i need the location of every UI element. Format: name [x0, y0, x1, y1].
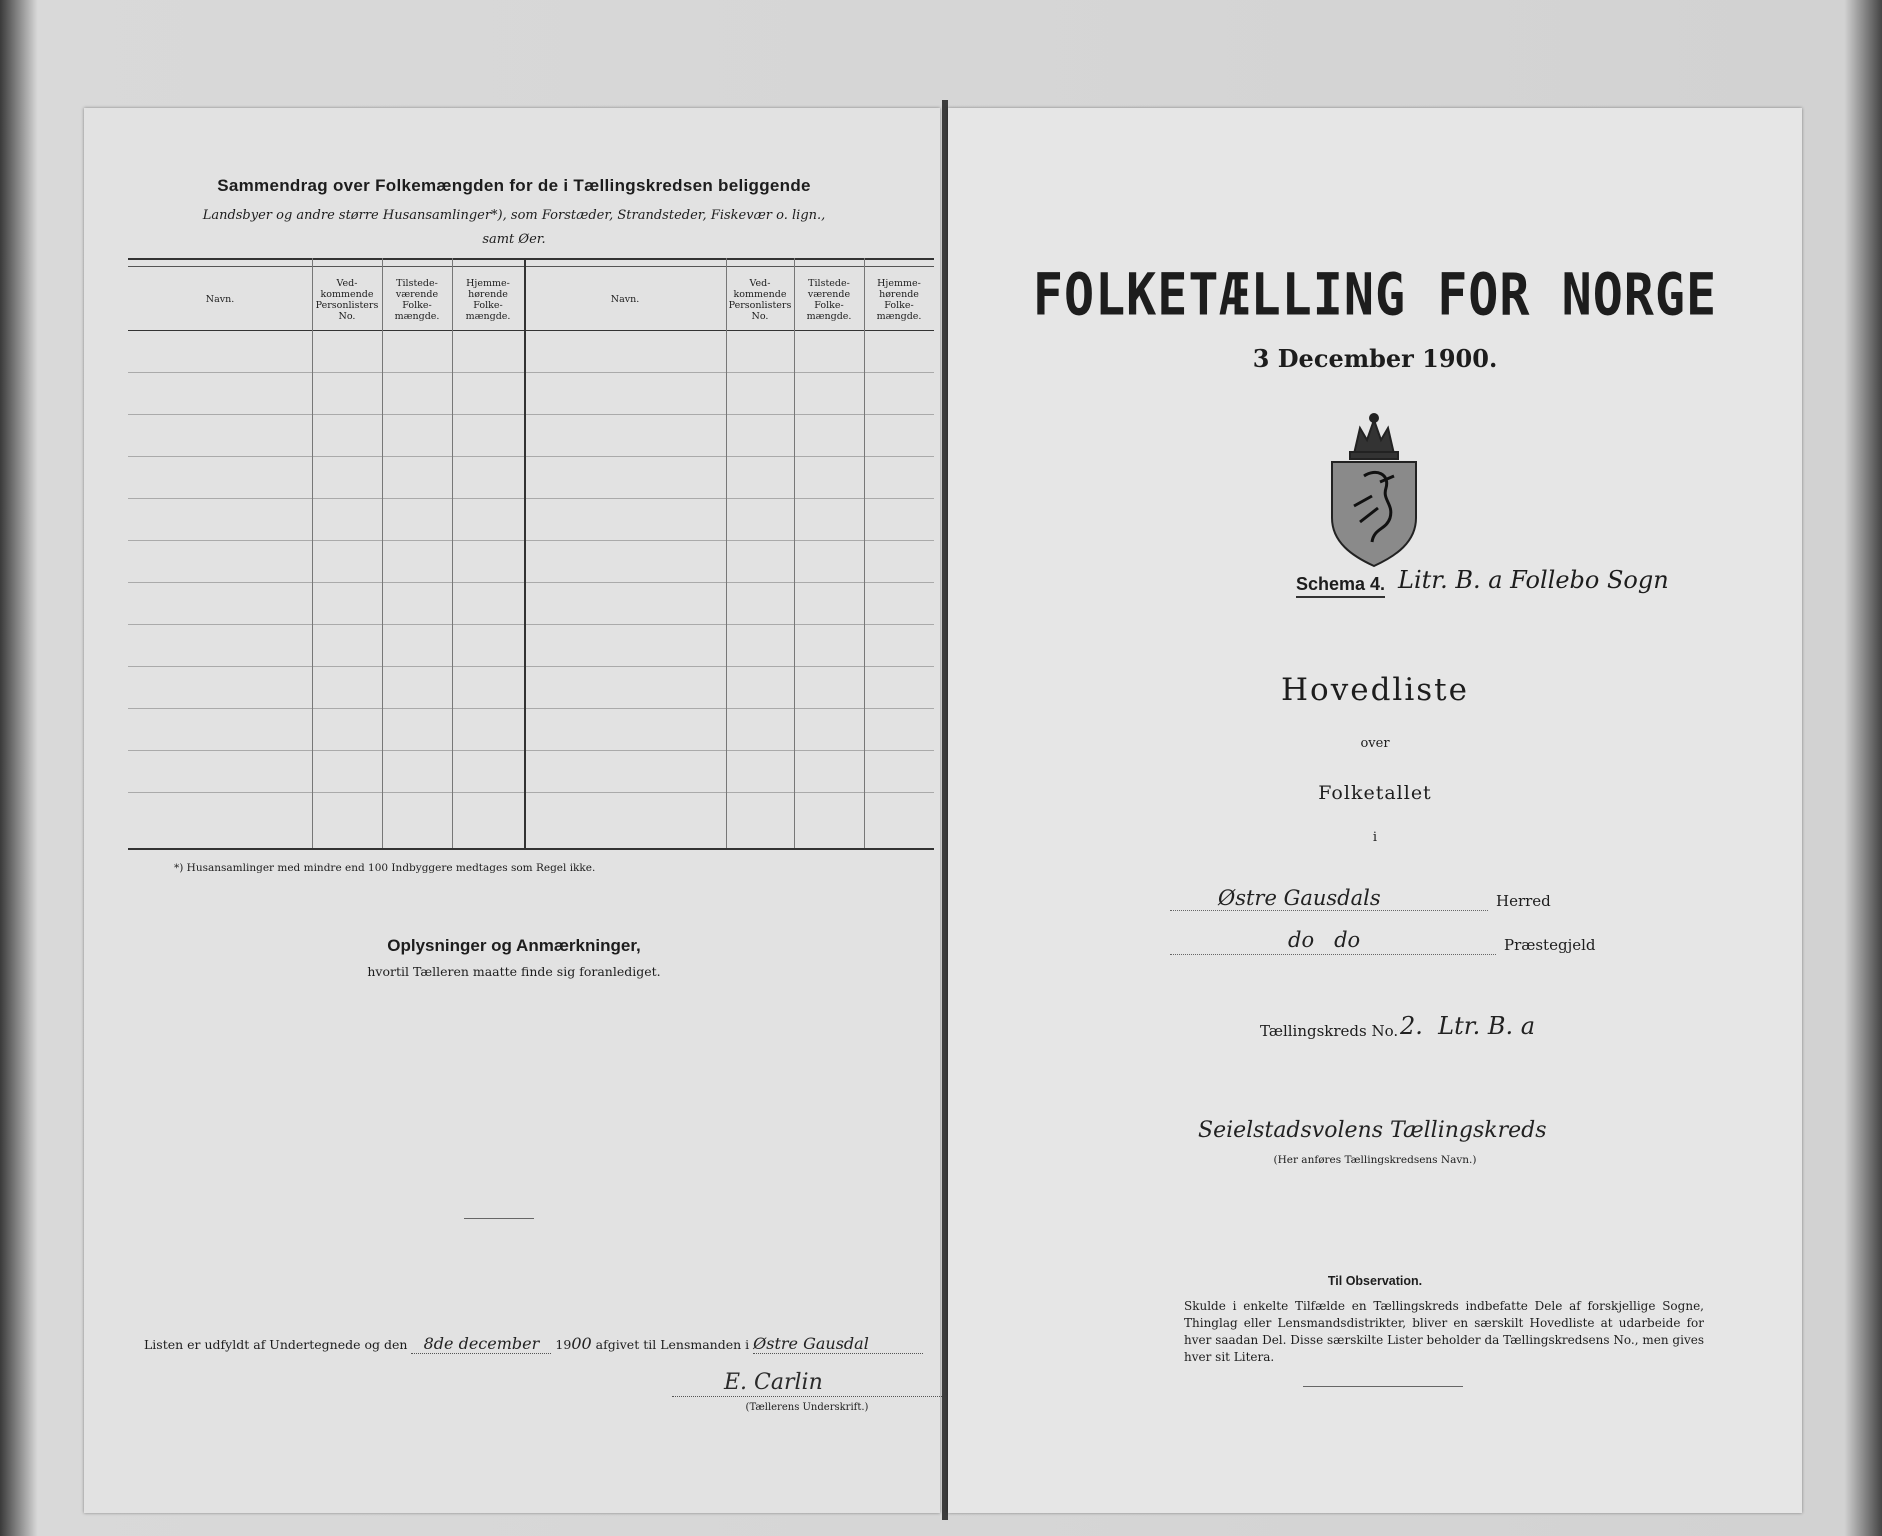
census-date: 3 December 1900. — [1252, 344, 1498, 373]
tk-name-caption: (Her anføres Tællingskredsens Navn.) — [1273, 1154, 1477, 1166]
observation-text: Skulde i enkelte Tilfælde en Tællingskreds indbefatte Dele af forskjellige Sogne, Thinglag eller Lensmandsdistrikter, bliver en særskilt Hovedliste at udarbeide for hver saadan Del. Disse særskilte Lister beholder da Tællingskredsens No., men gives hver sit Litera. — [1184, 1299, 1704, 1364]
table-footnote: *) Husansamlinger med mindre end 100 Indbyggere medtages som Regel ikke. — [174, 862, 596, 874]
signoff-line — [144, 1334, 923, 1354]
table-header-navn-1: Navn. — [205, 294, 235, 305]
remarks-title: Oplysninger og Anmærkninger, — [387, 936, 641, 955]
signoff-year: 00 — [571, 1334, 592, 1353]
signoff-text-1: Listen er udfyldt af Undertegnede og den — [144, 1337, 408, 1352]
schema-label: Schema 4. — [1296, 574, 1385, 598]
enumerator-signature: E. Carlin — [724, 1370, 823, 1395]
divider — [464, 1218, 534, 1219]
tk-label: Tællingskreds No. — [1260, 1022, 1399, 1040]
summary-subtitle-line1: Landsbyer og andre større Husansamlinger*), som Forstæder, Strandsteder, Fiskevær o. lign., — [202, 208, 826, 223]
table-header-tilstedevaerende-1: Tilstede- værende Folke- mængde. — [394, 278, 440, 322]
divider-right — [1303, 1386, 1463, 1387]
table-header-personlister-1: Ved- kommende Personlisters No. — [315, 278, 379, 322]
signoff-text-2: 19 — [555, 1337, 572, 1352]
norwegian-lion-crest-icon — [1320, 410, 1428, 570]
summary-title: Sammendrag over Folkemængden for de i Tællingskredsen beliggende — [217, 176, 811, 195]
signature-caption: (Tællerens Underskrift.) — [745, 1402, 869, 1413]
observation-title: Til Observation. — [1327, 1274, 1423, 1288]
folketallet-text: Folketallet — [1318, 782, 1432, 804]
prestegjeld-label: Præstegjeld — [1504, 936, 1596, 954]
remarks-subtitle: hvortil Tælleren maatte finde sig foranlediget. — [367, 964, 661, 979]
herred-label: Herred — [1496, 892, 1551, 910]
table-header-hjemmehorende-2: Hjemme- hørende Folke- mængde. — [876, 278, 922, 322]
signoff-place: Østre Gausdal — [753, 1334, 923, 1354]
table-header-navn-2: Navn. — [610, 294, 640, 305]
signoff-date: 8de december — [411, 1334, 551, 1354]
i-text: i — [1372, 830, 1378, 845]
prestegjeld-line — [1170, 954, 1496, 955]
prestegjeld-handwritten: do do — [1288, 928, 1361, 952]
right-page — [948, 108, 1802, 1513]
summary-table — [128, 258, 934, 854]
table-header-tilstedevaerende-2: Tilstede- værende Folke- mængde. — [806, 278, 852, 322]
main-heading: Hovedliste — [1281, 672, 1469, 708]
schema-handwritten: Litr. B. a Follebo Sogn — [1398, 566, 1669, 594]
left-page — [84, 108, 940, 1513]
census-title: FOLKETÆLLING FOR NORGE — [1032, 261, 1718, 329]
herred-handwritten: Østre Gausdals — [1218, 886, 1381, 910]
tk-name-handwritten: Seielstadsvolens Tællingskreds — [1198, 1118, 1547, 1143]
table-header-personlister-2: Ved- kommende Personlisters No. — [728, 278, 792, 322]
summary-subtitle-line2: samt Øer. — [482, 232, 546, 247]
signature-line — [672, 1396, 942, 1397]
tk-handwritten: 2. Ltr. B. a — [1400, 1012, 1536, 1040]
table-header-hjemmehorende-1: Hjemme- hørende Folke- mængde. — [465, 278, 511, 322]
herred-line — [1170, 910, 1488, 911]
signoff-text-3: afgivet til Lensmanden i — [595, 1337, 750, 1352]
over-text: over — [1360, 736, 1390, 751]
